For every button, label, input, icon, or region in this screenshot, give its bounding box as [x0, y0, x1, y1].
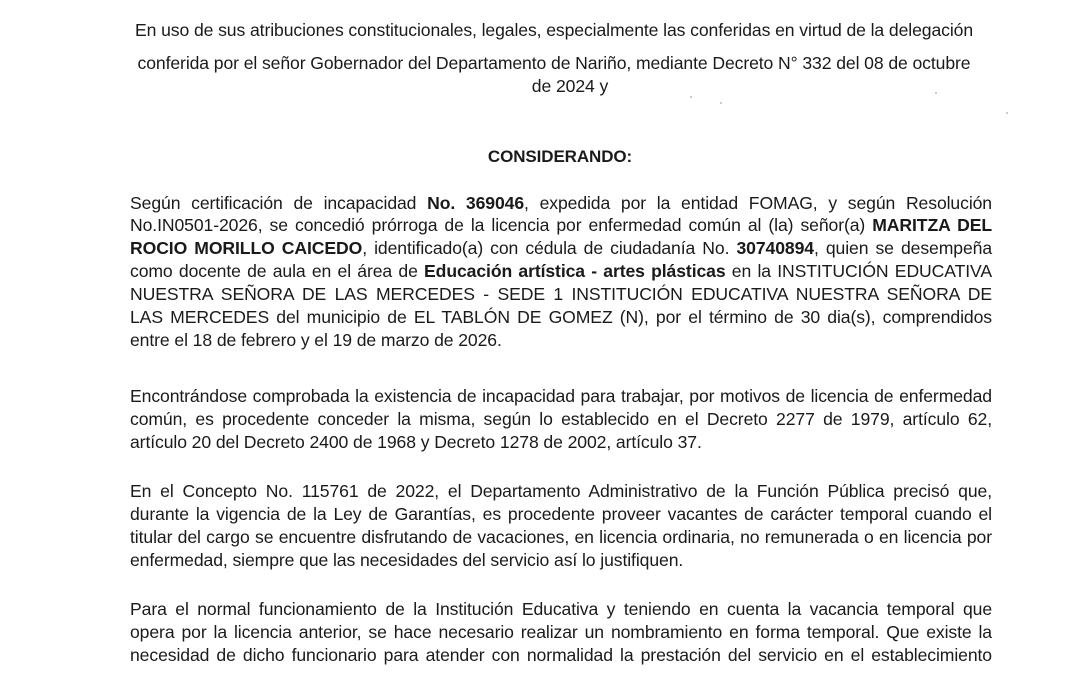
- section-heading: CONSIDERANDO:: [487, 147, 633, 166]
- scan-speck: [1006, 112, 1008, 114]
- p1-line-6: LAS MERCEDES del municipio de EL TABLÓN DE GOMEZ (N), por el término de 30 dia(s), comprendidos: [130, 307, 992, 327]
- p1-line-5: NUESTRA SEÑORA DE LAS MERCEDES - SEDE 1 INSTITUCIÓN EDUCATIVA NUESTRA SEÑORA DE: [130, 284, 992, 304]
- p2-line-1: Encontrándose comprobada la existencia de incapacidad para trabajar, por motivos de licencia de enfermedad: [130, 386, 992, 406]
- intro-line-3: de 2024 y: [531, 76, 609, 96]
- p1-line-7: entre el 18 de febrero y el 19 de marzo de 2026.: [130, 330, 502, 350]
- intro-line-1: En uso de sus atribuciones constitucionales, legales, especialmente las conferidas en virtud de la delegación: [134, 20, 974, 40]
- p4-line-1: Para el normal funcionamiento de la Institución Educativa y teniendo en cuenta la vacancia temporal que: [130, 599, 992, 619]
- scan-speck: [935, 92, 937, 94]
- scan-speck: [690, 96, 692, 98]
- p1-line-1: Según certificación de incapacidad No. 369046, expedida por la entidad FOMAG, y según Resolución: [130, 193, 992, 213]
- p2-line-2: común, es procedente conceder la misma, según lo establecido en el Decreto 2277 de 1979, artículo 62,: [130, 409, 992, 429]
- p2-line-3: artículo 20 del Decreto 2400 de 1968 y Decreto 1278 de 2002, artículo 37.: [130, 432, 702, 452]
- p1-line-3: ROCIO MORILLO CAICEDO, identificado(a) con cédula de ciudadanía No. 30740894, quien se desempeña: [130, 238, 992, 258]
- intro-line-2: conferida por el señor Gobernador del Departamento de Nariño, mediante Decreto N° 332 del 08 de octubre: [137, 53, 971, 73]
- p4-line-3: necesidad de dicho funcionario para atender con normalidad la prestación del servicio en el establecimiento: [130, 645, 992, 665]
- p3-line-4: enfermedad, siempre que las necesidades del servicio así lo justifiquen.: [130, 550, 684, 570]
- scan-speck: [720, 102, 722, 104]
- p3-line-2: durante la vigencia de la Ley de Garantías, es procedente proveer vacantes de carácter temporal cuando el: [130, 504, 992, 524]
- p4-line-2: opera por la licencia anterior, se hace necesario realizar un nombramiento en forma temporal. Que existe la: [130, 622, 992, 642]
- p3-line-1: En el Concepto No. 115761 de 2022, el Departamento Administrativo de la Función Pública precisó que,: [130, 481, 992, 501]
- p3-line-3: titular del cargo se encuentre disfrutando de vacaciones, en licencia ordinaria, no remunerada o en licencia por: [130, 527, 992, 547]
- p1-line-2: No.IN0501-2026, se concedió prórroga de la licencia por enfermedad común al (la) señor(a) MARITZA DEL: [130, 215, 992, 235]
- p1-line-4: como docente de aula en el área de Educación artística - artes plásticas en la INSTITUCIÓN EDUCATIVA: [130, 261, 992, 281]
